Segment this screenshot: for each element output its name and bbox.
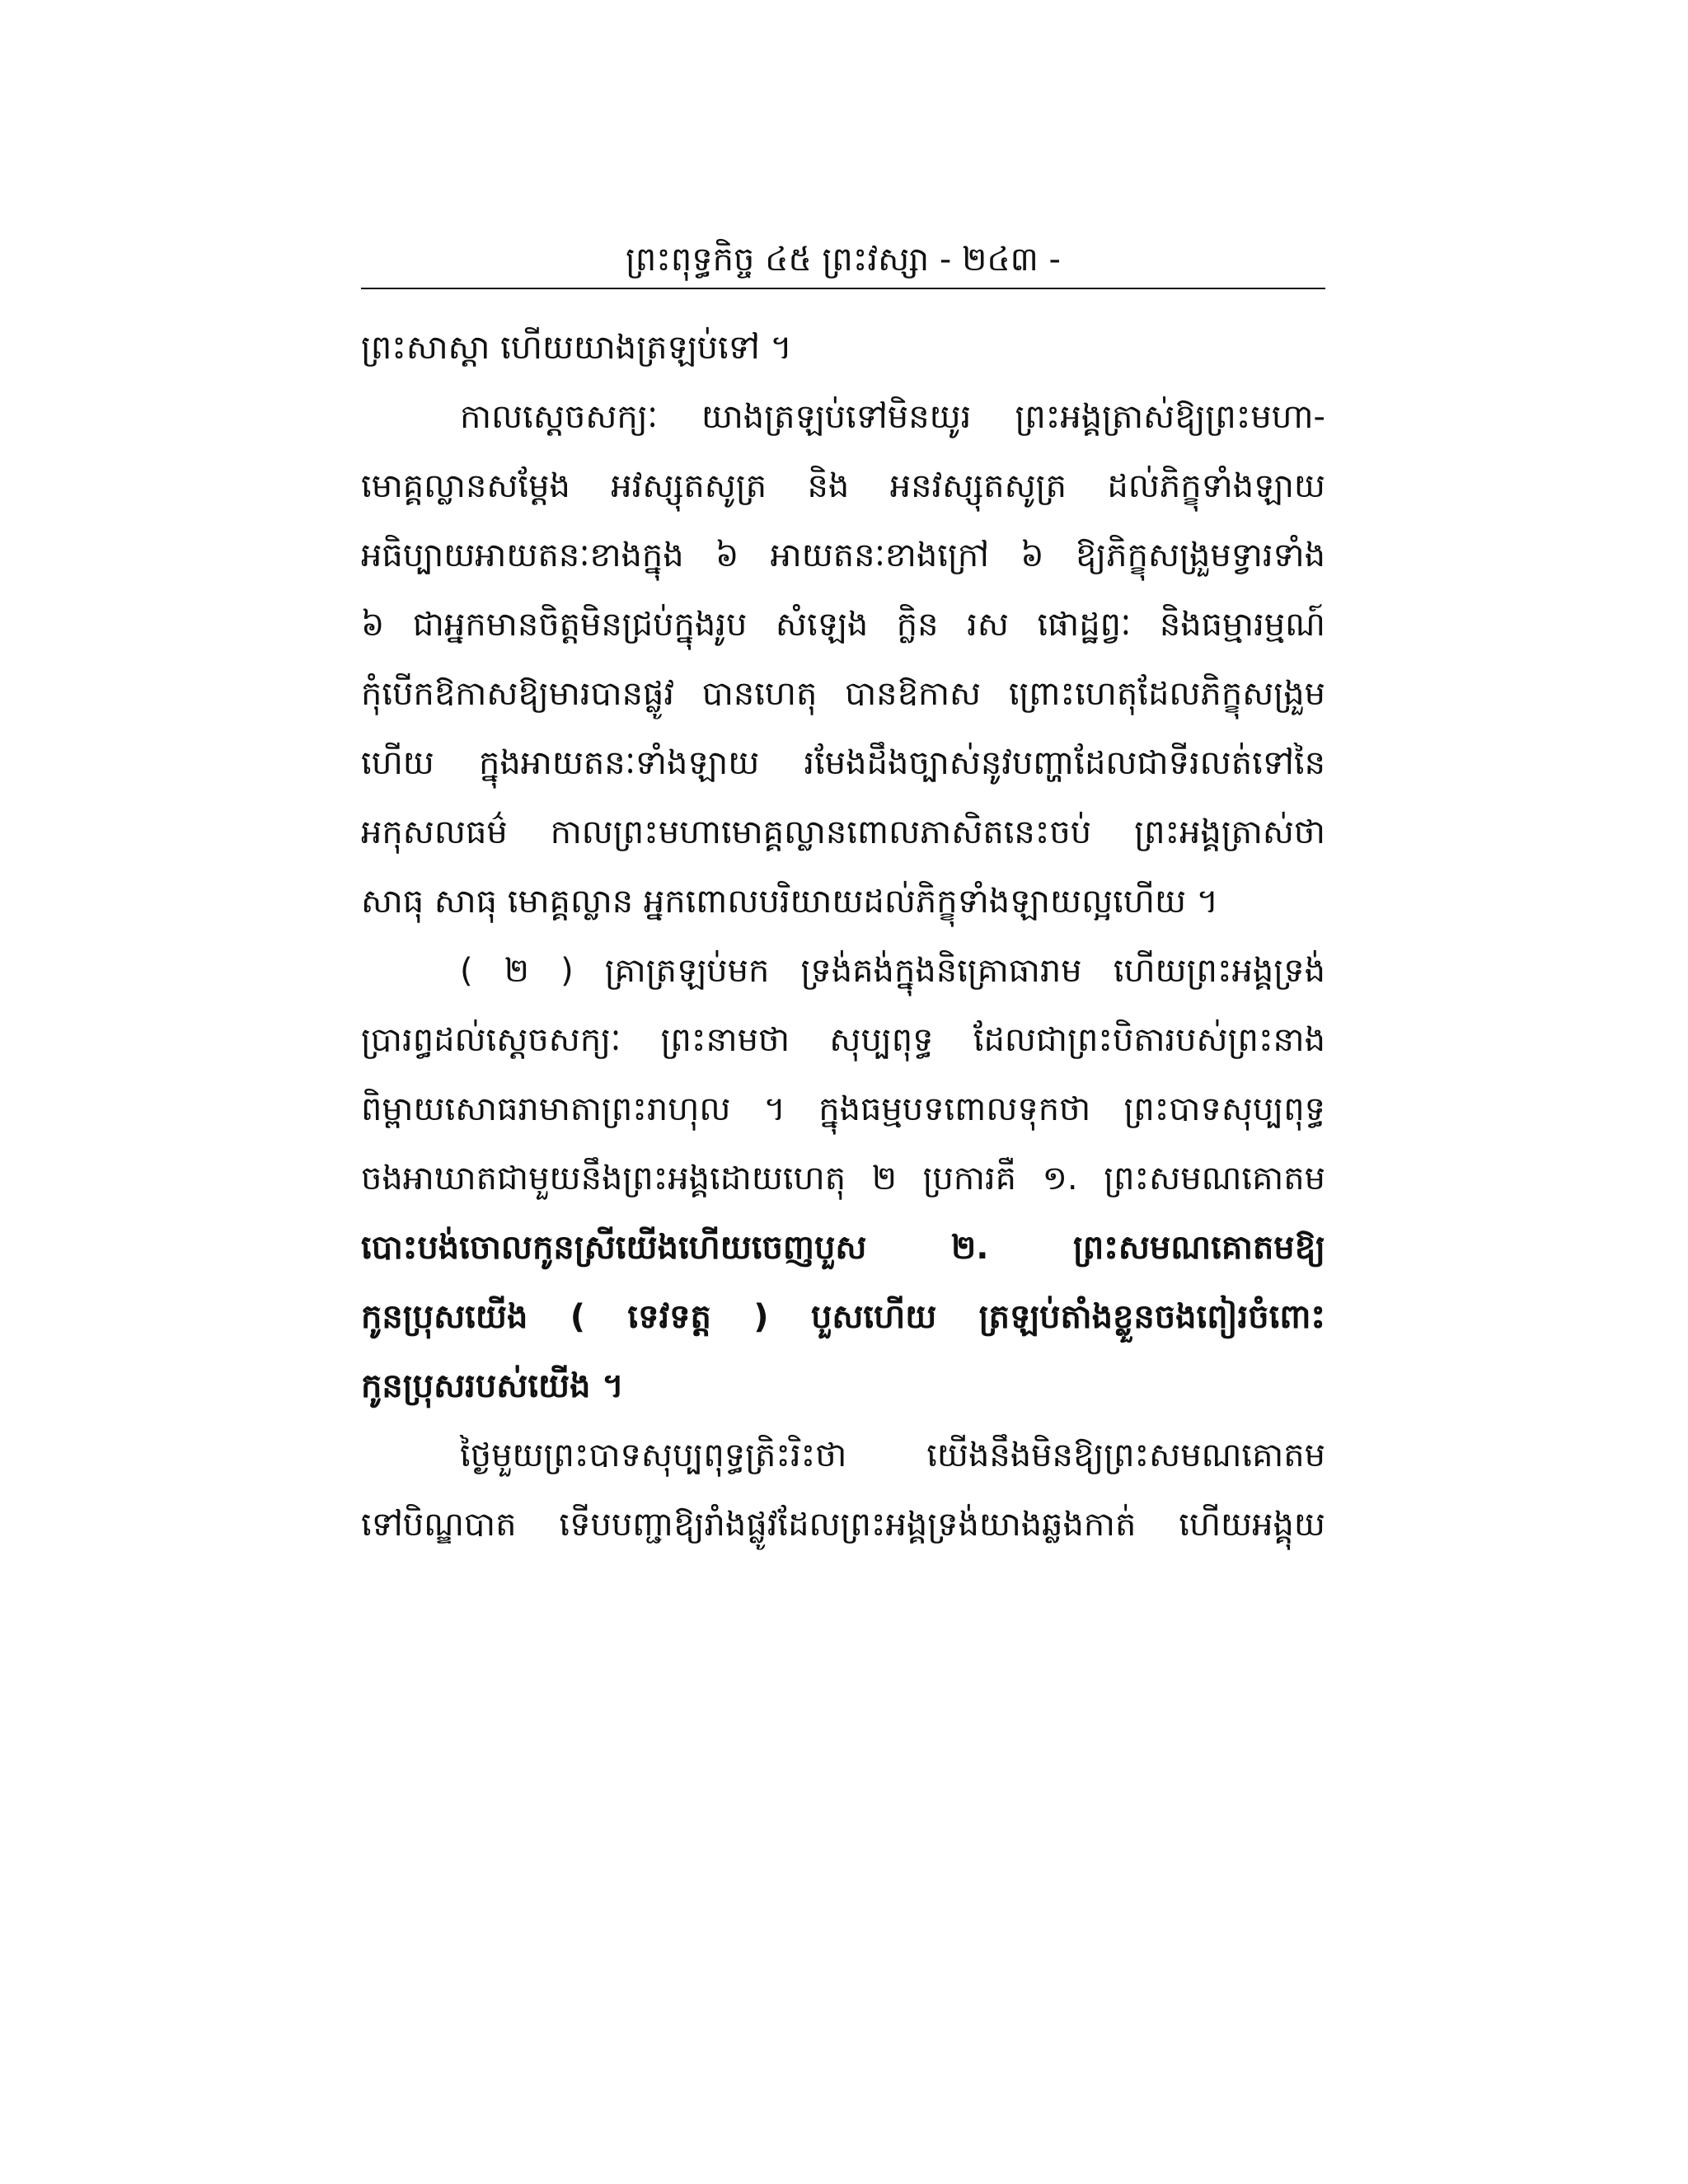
text-line: ប្រារព្ធដល់ស្តេចសក្យៈ ព្រះនាមថា សុប្បពុទ្ធ ដែលជាព្រះបិតារបស់ព្រះនាង [361,1021,1325,1059]
text-line: អធិប្បាយអាយតនៈខាងក្នុង ៦ អាយតនៈខាងក្រៅ ៦ ឱ្យភិក្ខុសង្រួមទ្វារទាំង [361,537,1325,574]
header-title: ព្រះពុទ្ធកិច្ច ៤៥ ព្រះវស្សា [626,241,930,279]
text-line: បោះបង់ចោលកូនស្រីយើងហើយចេញបួស ២. ព្រះសមណគោតមឱ្យ [361,1229,1325,1267]
text-line: ពិម្ពាយសោធរាមាតាព្រះរាហុល ។ ក្នុងធម្មបទពោលទុកថា ព្រះបាទសុប្បពុទ្ធ [361,1090,1325,1128]
text-line: ហើយ ក្នុងអាយតនៈទាំងឡាយ រមែងដឹងច្បាស់នូវបញ្ហាដែលជាទីរលត់ទៅនៃ [361,744,1325,782]
header-rule [361,288,1325,289]
text-line: កុំបើកឱកាសឱ្យមារបានផ្លូវ បានហេតុ បានឱកាស ព្រោះហេតុដែលភិក្ខុសង្រួម [361,675,1325,713]
page-number: - ២៤៣ - [939,241,1061,279]
text-line: ថ្ងៃមួយព្រះបាទសុប្បពុទ្ធត្រិះរិះថា យើងនឹងមិនឱ្យព្រះសមណគោតម [460,1436,1325,1474]
text-line: មោគ្គល្លានសម្តែង អវស្សុតសូត្រ និង អនវស្សុតសូត្រ ដល់ភិក្ខុទាំងឡាយ [361,467,1325,505]
text-line: ទៅបិណ្ឌបាត ទើបបញ្ជាឱ្យរាំងផ្លូវដែលព្រះអង្គទ្រង់យាងឆ្លងកាត់ ហើយអង្គុយ [361,1506,1325,1544]
text-line: កូនប្រុសរបស់យើង ។ [361,1367,624,1405]
text-line: ព្រះសាស្តា ហើយយាងត្រឡប់ទៅ ។ [361,329,792,367]
text-line: កាលស្តេចសក្យៈ យាងត្រឡប់ទៅមិនយូរ ព្រះអង្គត្រាស់ឱ្យព្រះមហា- [460,398,1325,436]
text-line: ៦ ជាអ្នកមានចិត្តមិនជ្រប់ក្នុងរូប សំឡេង ក្លិន រស ផោដ្ឋព្វៈ និងធម្មារម្មណ៍ [361,606,1325,644]
text-line: ចងអាឃាតជាមួយនឹងព្រះអង្គដោយហេតុ ២ ប្រការគឺ ១. ព្រះសមណគោតម [361,1160,1325,1197]
text-line: ( ២ ) គ្រាត្រឡប់មក ទ្រង់គង់ក្នុងនិគ្រោធារាម ហើយព្រះអង្គទ្រង់ [460,952,1325,990]
body-text [361,313,1325,1559]
running-header [361,232,1325,287]
text-line: សាធុ សាធុ មោគ្គល្លាន អ្នកពោលបរិយាយដល់ភិក្ខុទាំងឡាយល្អហើយ ។ [361,883,1219,921]
text-line: អកុសលធម៌ កាលព្រះមហាមោគ្គល្លានពោលភាសិតនេះចប់ ព្រះអង្គត្រាស់ថា [361,813,1325,851]
text-line: កូនប្រុសយើង ( ទេវទត្ត ) បួសហើយ ត្រឡប់តាំងខ្លួនចងពៀរចំពោះ [361,1298,1325,1336]
